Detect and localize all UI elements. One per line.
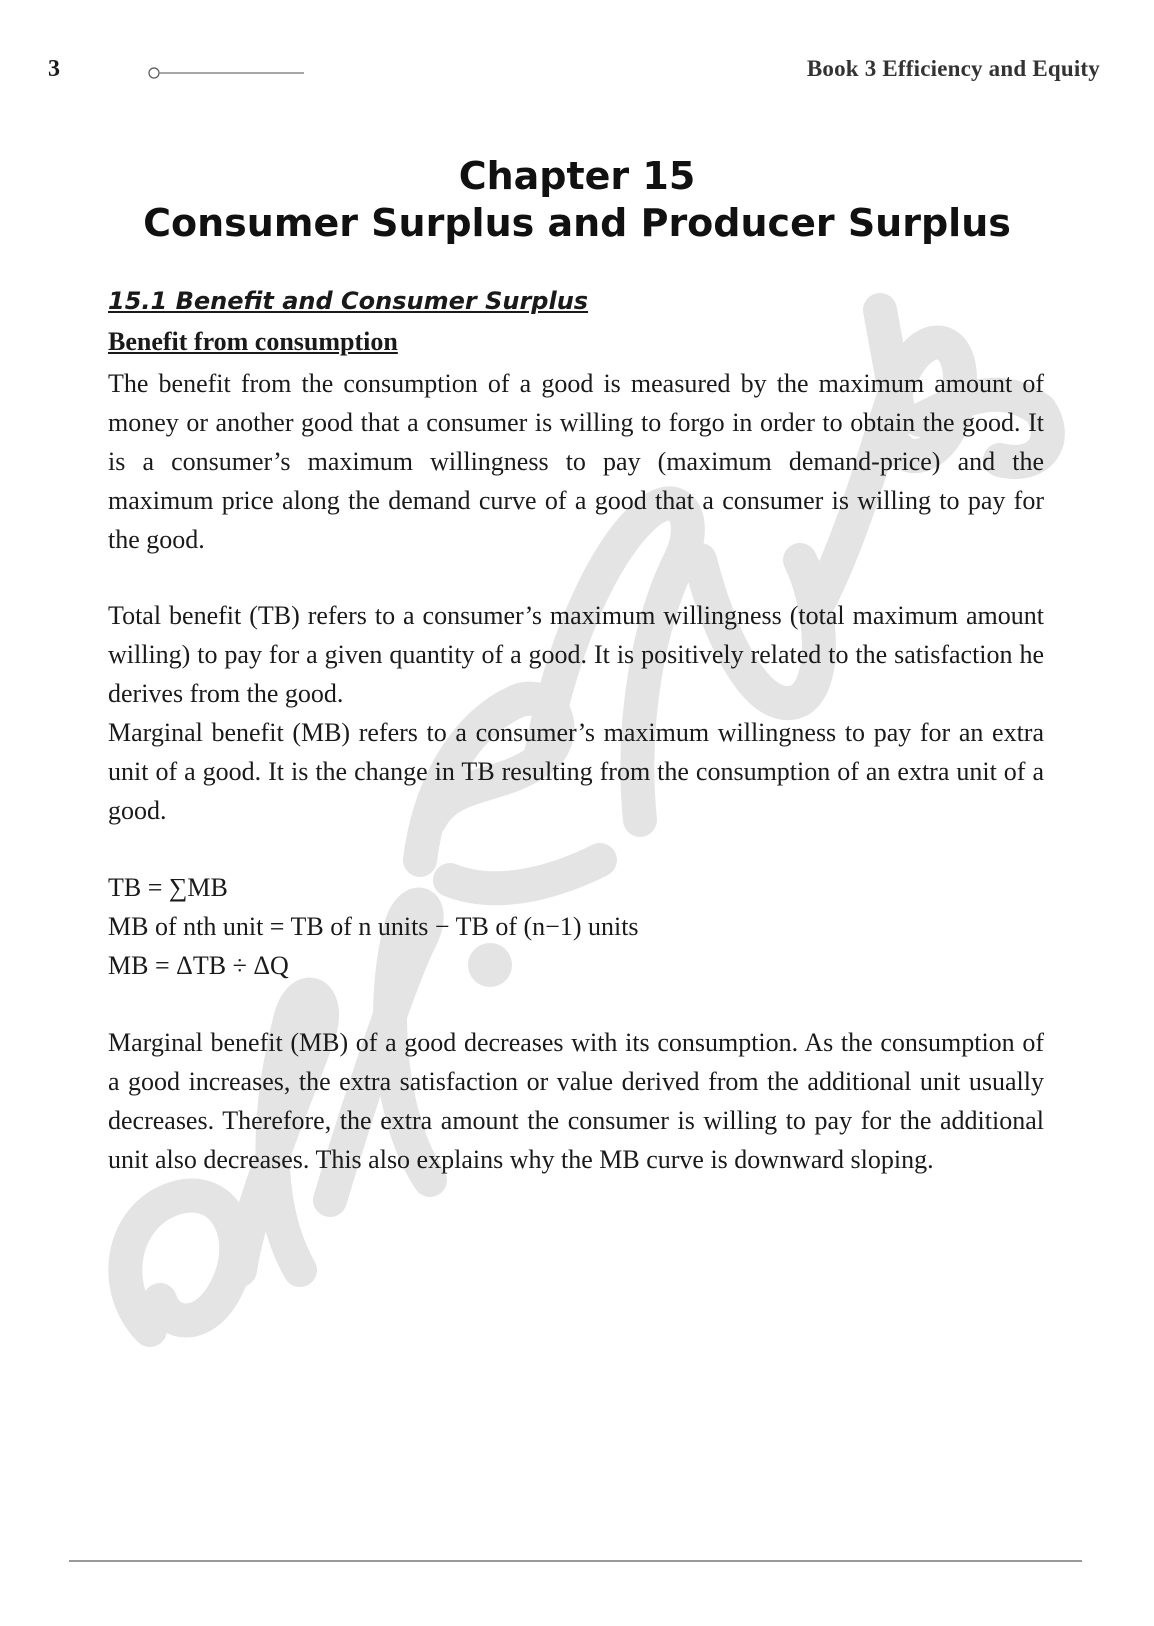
footer-divider (69, 1560, 1082, 1562)
paragraph-marginal-benefit: Marginal benefit (MB) refers to a consumer’s maximum willingness to pay for an extra unit of a good. It is the change in TB resulting from the consumption of an extra unit of a good. (108, 718, 1044, 825)
paragraph-benefit-definition: The benefit from the consumption of a good is measured by the maximum amount of money or another good that a consumer is willing to forgo in order to obtain the good. It is a consumer’s maximum willingness to pay (maximum demand-price) and the maximum price along the demand curve of a good that a consumer is willing to pay for the good. (108, 369, 1044, 554)
chapter-number: Chapter 15 (458, 154, 696, 198)
subsection-heading: Benefit from consumption (108, 327, 398, 356)
section-heading: 15.1 Benefit and Consumer Surplus (108, 287, 589, 315)
page-number: 3 (48, 56, 60, 82)
running-title: Book 3 Efficiency and Equity (806, 56, 1100, 81)
paragraph-total-benefit: Total benefit (TB) refers to a consumer’s maximum willingness (total maximum amount willing) to pay for a given quantity of a good. It is positively related to the satisfaction he derives from the good. (108, 601, 1044, 708)
formula-block (108, 868, 1044, 985)
chapter-title: Consumer Surplus and Producer Surplus (143, 201, 1011, 245)
formula-tb: TB = ∑MB (108, 873, 228, 902)
formula-mb-delta: MB = ΔTB ÷ ΔQ (108, 951, 289, 980)
paragraph-diminishing-mb: Marginal benefit (MB) of a good decreases with its consumption. As the consumption of a good increases, the extra satisfaction or value derived from the additional unit usually decreases. Therefore, the extra amount the consumer is willing to pay for the additional unit also decreases. This also explains why the MB curve is downward sloping. (108, 1028, 1044, 1174)
formula-mb-nth: MB of nth unit = TB of n units − TB of (n−1) units (108, 912, 639, 941)
header-decoration-line (148, 67, 304, 79)
